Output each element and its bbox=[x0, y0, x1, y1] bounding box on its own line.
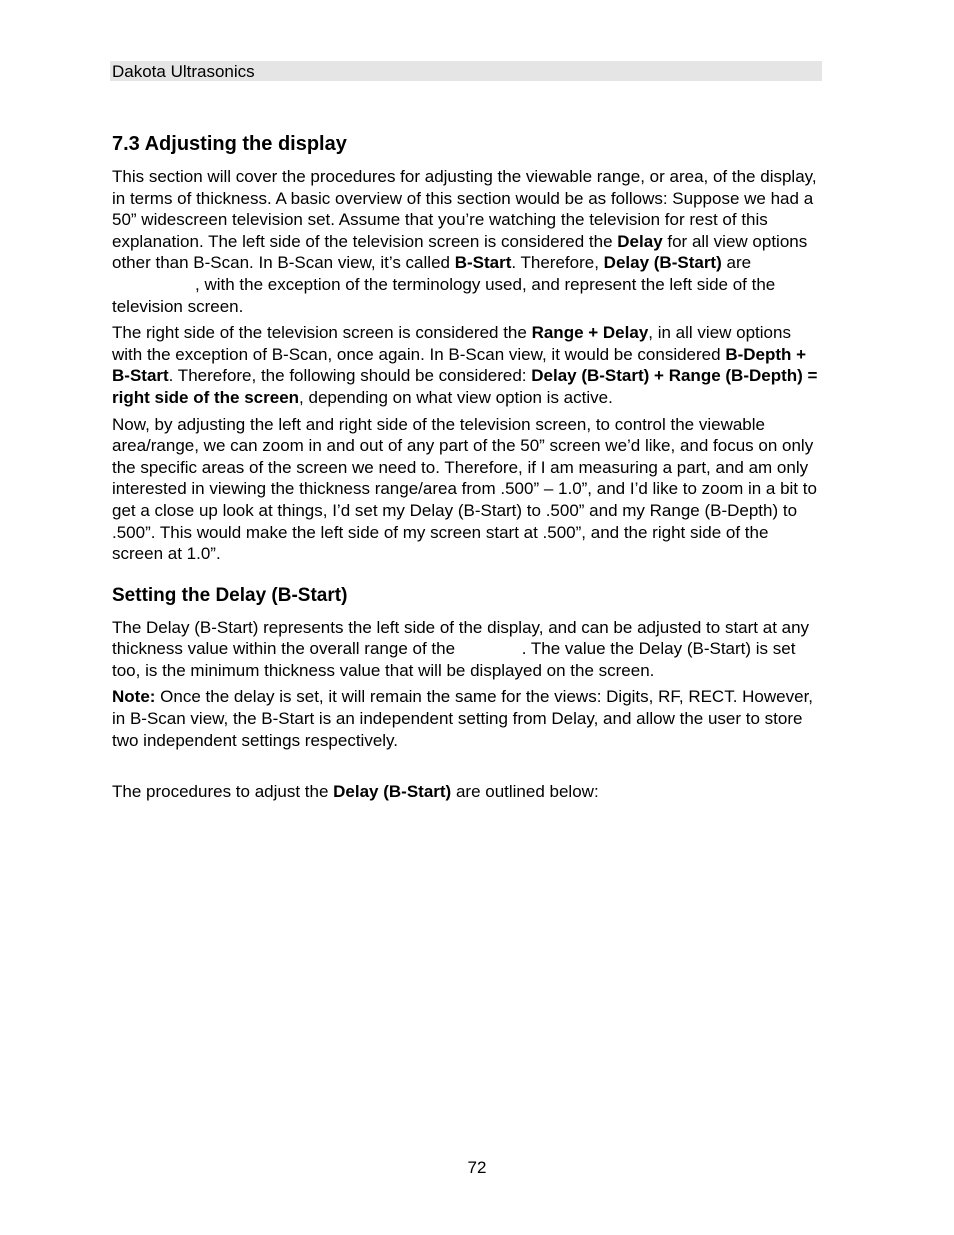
bold-term-b-start: B-Start bbox=[454, 253, 512, 273]
bold-term-range-delay: Range + Delay bbox=[531, 323, 649, 343]
page-content bbox=[112, 131, 824, 808]
subsection-title: Setting the Delay (B-Start) bbox=[112, 584, 348, 606]
text-run: The right side of the television screen is considered the bbox=[112, 323, 532, 343]
text-run: , depending on what view option is active. bbox=[299, 387, 613, 407]
paragraph-overview bbox=[112, 166, 824, 317]
text-run: for all view options other than B-Scan. In B-Scan view, it’s called bbox=[112, 231, 808, 273]
running-header bbox=[110, 61, 822, 81]
bold-term-b-depth-b-start: B-Depth + B-Start bbox=[112, 344, 807, 386]
paragraph-procedures bbox=[112, 781, 824, 803]
text-run: . Therefore, bbox=[511, 253, 604, 273]
note-paragraph bbox=[112, 686, 824, 751]
text-run: are bbox=[721, 253, 752, 273]
text-run: , with the exception of the terminology used, and represent the left side of the television screen. bbox=[112, 274, 776, 316]
bold-term-delay-b-start: Delay (B-Start) bbox=[333, 782, 452, 802]
text-run: , in all view options with the exception of B-Scan, once again. In B-Scan view, it would be considered bbox=[112, 323, 791, 364]
text-run: The Delay (B-Start) represents the left side of the display, and can be adjusted to start at any thickness value within the overall range of the bbox=[112, 617, 810, 659]
page-number: 72 bbox=[467, 1158, 487, 1177]
text-run: . The value the Delay (B-Start) is set too, is the minimum thickness value that will be displayed on the screen. bbox=[112, 639, 796, 680]
bold-term-delay-b-start: Delay (B-Start) bbox=[603, 253, 722, 273]
note-label: Note: bbox=[112, 687, 156, 707]
spacer bbox=[112, 756, 824, 781]
text-run: . Therefore, the following should be considered: bbox=[168, 366, 532, 386]
text-run: The procedures to adjust the bbox=[112, 782, 334, 802]
text-run: This section will cover the procedures for adjusting the viewable range, or area, of the display, in terms of thickness. A basic overview of this section would be as follows: Suppose we had a 50” widescreen television set. Assume that you’re watching the television for rest of this explanation. The left side of the television screen is considered the bbox=[112, 167, 817, 251]
text-run: are outlined below: bbox=[451, 782, 599, 802]
bold-term-delay: Delay bbox=[617, 231, 663, 251]
paragraph-zoom-example: Now, by adjusting the left and right side of the television screen, to control the viewable area/range, we can zoom in and out of any part of the 50” screen we’d like, and focus on only the specific areas of the screen we need to. Therefore, if I am measuring a part, and am only interested in viewing the thickness range/area from .500” – 1.0”, and I’d like to zoom in a bit to get a close up look at things, I’d set my Delay (B-Start) to .500” and my Range (B-Depth) to .500”. This would make the left side of my screen start at .500”, and the right side of the screen at 1.0”. bbox=[112, 414, 817, 564]
paragraph-delay-description bbox=[112, 617, 824, 682]
paragraph-right-side bbox=[112, 322, 824, 408]
section-title: 7.3 Adjusting the display bbox=[112, 133, 347, 155]
note-text: Once the delay is set, it will remain the same for the views: Digits, RF, RECT. However, in B-Scan view, the B-Start is an independent setting from Delay, and allow the user to store two independent settings respectively. bbox=[112, 687, 814, 750]
header-company: Dakota Ultrasonics bbox=[112, 62, 255, 81]
bold-formula: Delay (B-Start) + Range (B-Depth) = right side of the screen bbox=[112, 366, 818, 407]
